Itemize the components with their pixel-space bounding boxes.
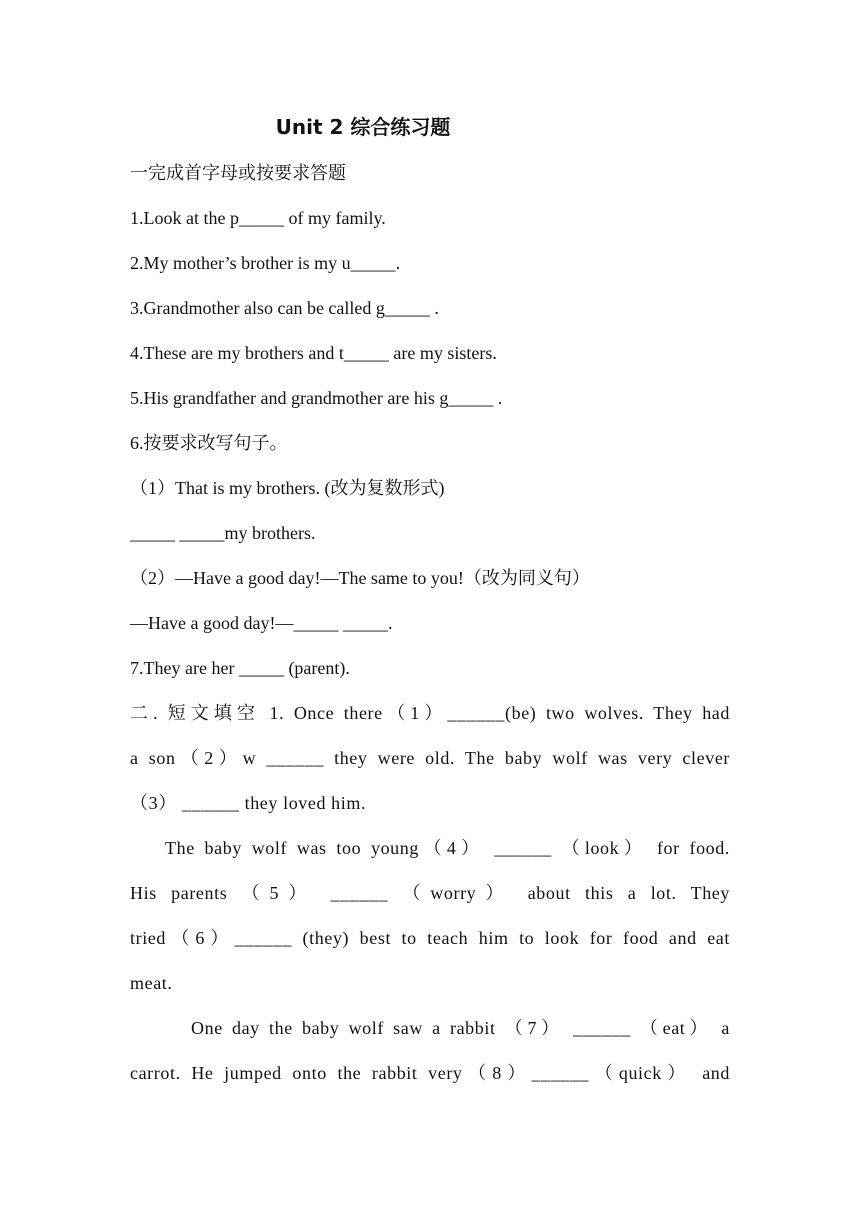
question-6-1: （1）That is my brothers. (改为复数形式) <box>130 478 445 498</box>
passage-line-9: carrot. He jumped onto the rabbit very（8）______（quick） and <box>130 1063 730 1083</box>
question-6-1-answer: _____ _____my brothers. <box>130 523 316 543</box>
passage-line-3: （3） ______ they loved him. <box>130 793 367 813</box>
question-6-2: （2）—Have a good day!—The same to you!（改为同义句） <box>130 568 590 588</box>
question-6: 6.按要求改写句子。 <box>130 433 288 453</box>
passage-line-6: tried（6）______ (they) best to teach him to look for food and eat <box>130 928 730 948</box>
passage-line-1: 二. 短文填空 1. Once there（1）______(be) two wolves. They had <box>130 703 730 723</box>
passage-line-2: a son（2）w ______ they were old. The baby wolf was very clever <box>130 748 730 768</box>
question-1: 1.Look at the p_____ of my family. <box>130 208 386 228</box>
question-3: 3.Grandmother also can be called g_____ . <box>130 298 439 318</box>
passage-line-4: The baby wolf was too young（4） ______ （look） for food. <box>165 838 730 858</box>
page-title: Unit 2 综合练习题 <box>275 115 451 139</box>
question-2: 2.My mother’s brother is my u_____. <box>130 253 401 273</box>
passage-line-7: meat. <box>130 973 173 993</box>
question-5: 5.His grandfather and grandmother are his g_____ . <box>130 388 503 408</box>
passage-line-5: His parents （5） ______ （worry） about this a lot. They <box>130 883 730 903</box>
question-6-2-answer: —Have a good day!—_____ _____. <box>130 613 393 633</box>
question-7: 7.They are her _____ (parent). <box>130 658 350 678</box>
question-4: 4.These are my brothers and t_____ are my sisters. <box>130 343 497 363</box>
passage-line-8: One day the baby wolf saw a rabbit （7） ______ （eat） a <box>191 1018 730 1038</box>
document-page <box>130 0 730 1216</box>
section1-heading: 一完成首字母或按要求答题 <box>130 163 346 183</box>
